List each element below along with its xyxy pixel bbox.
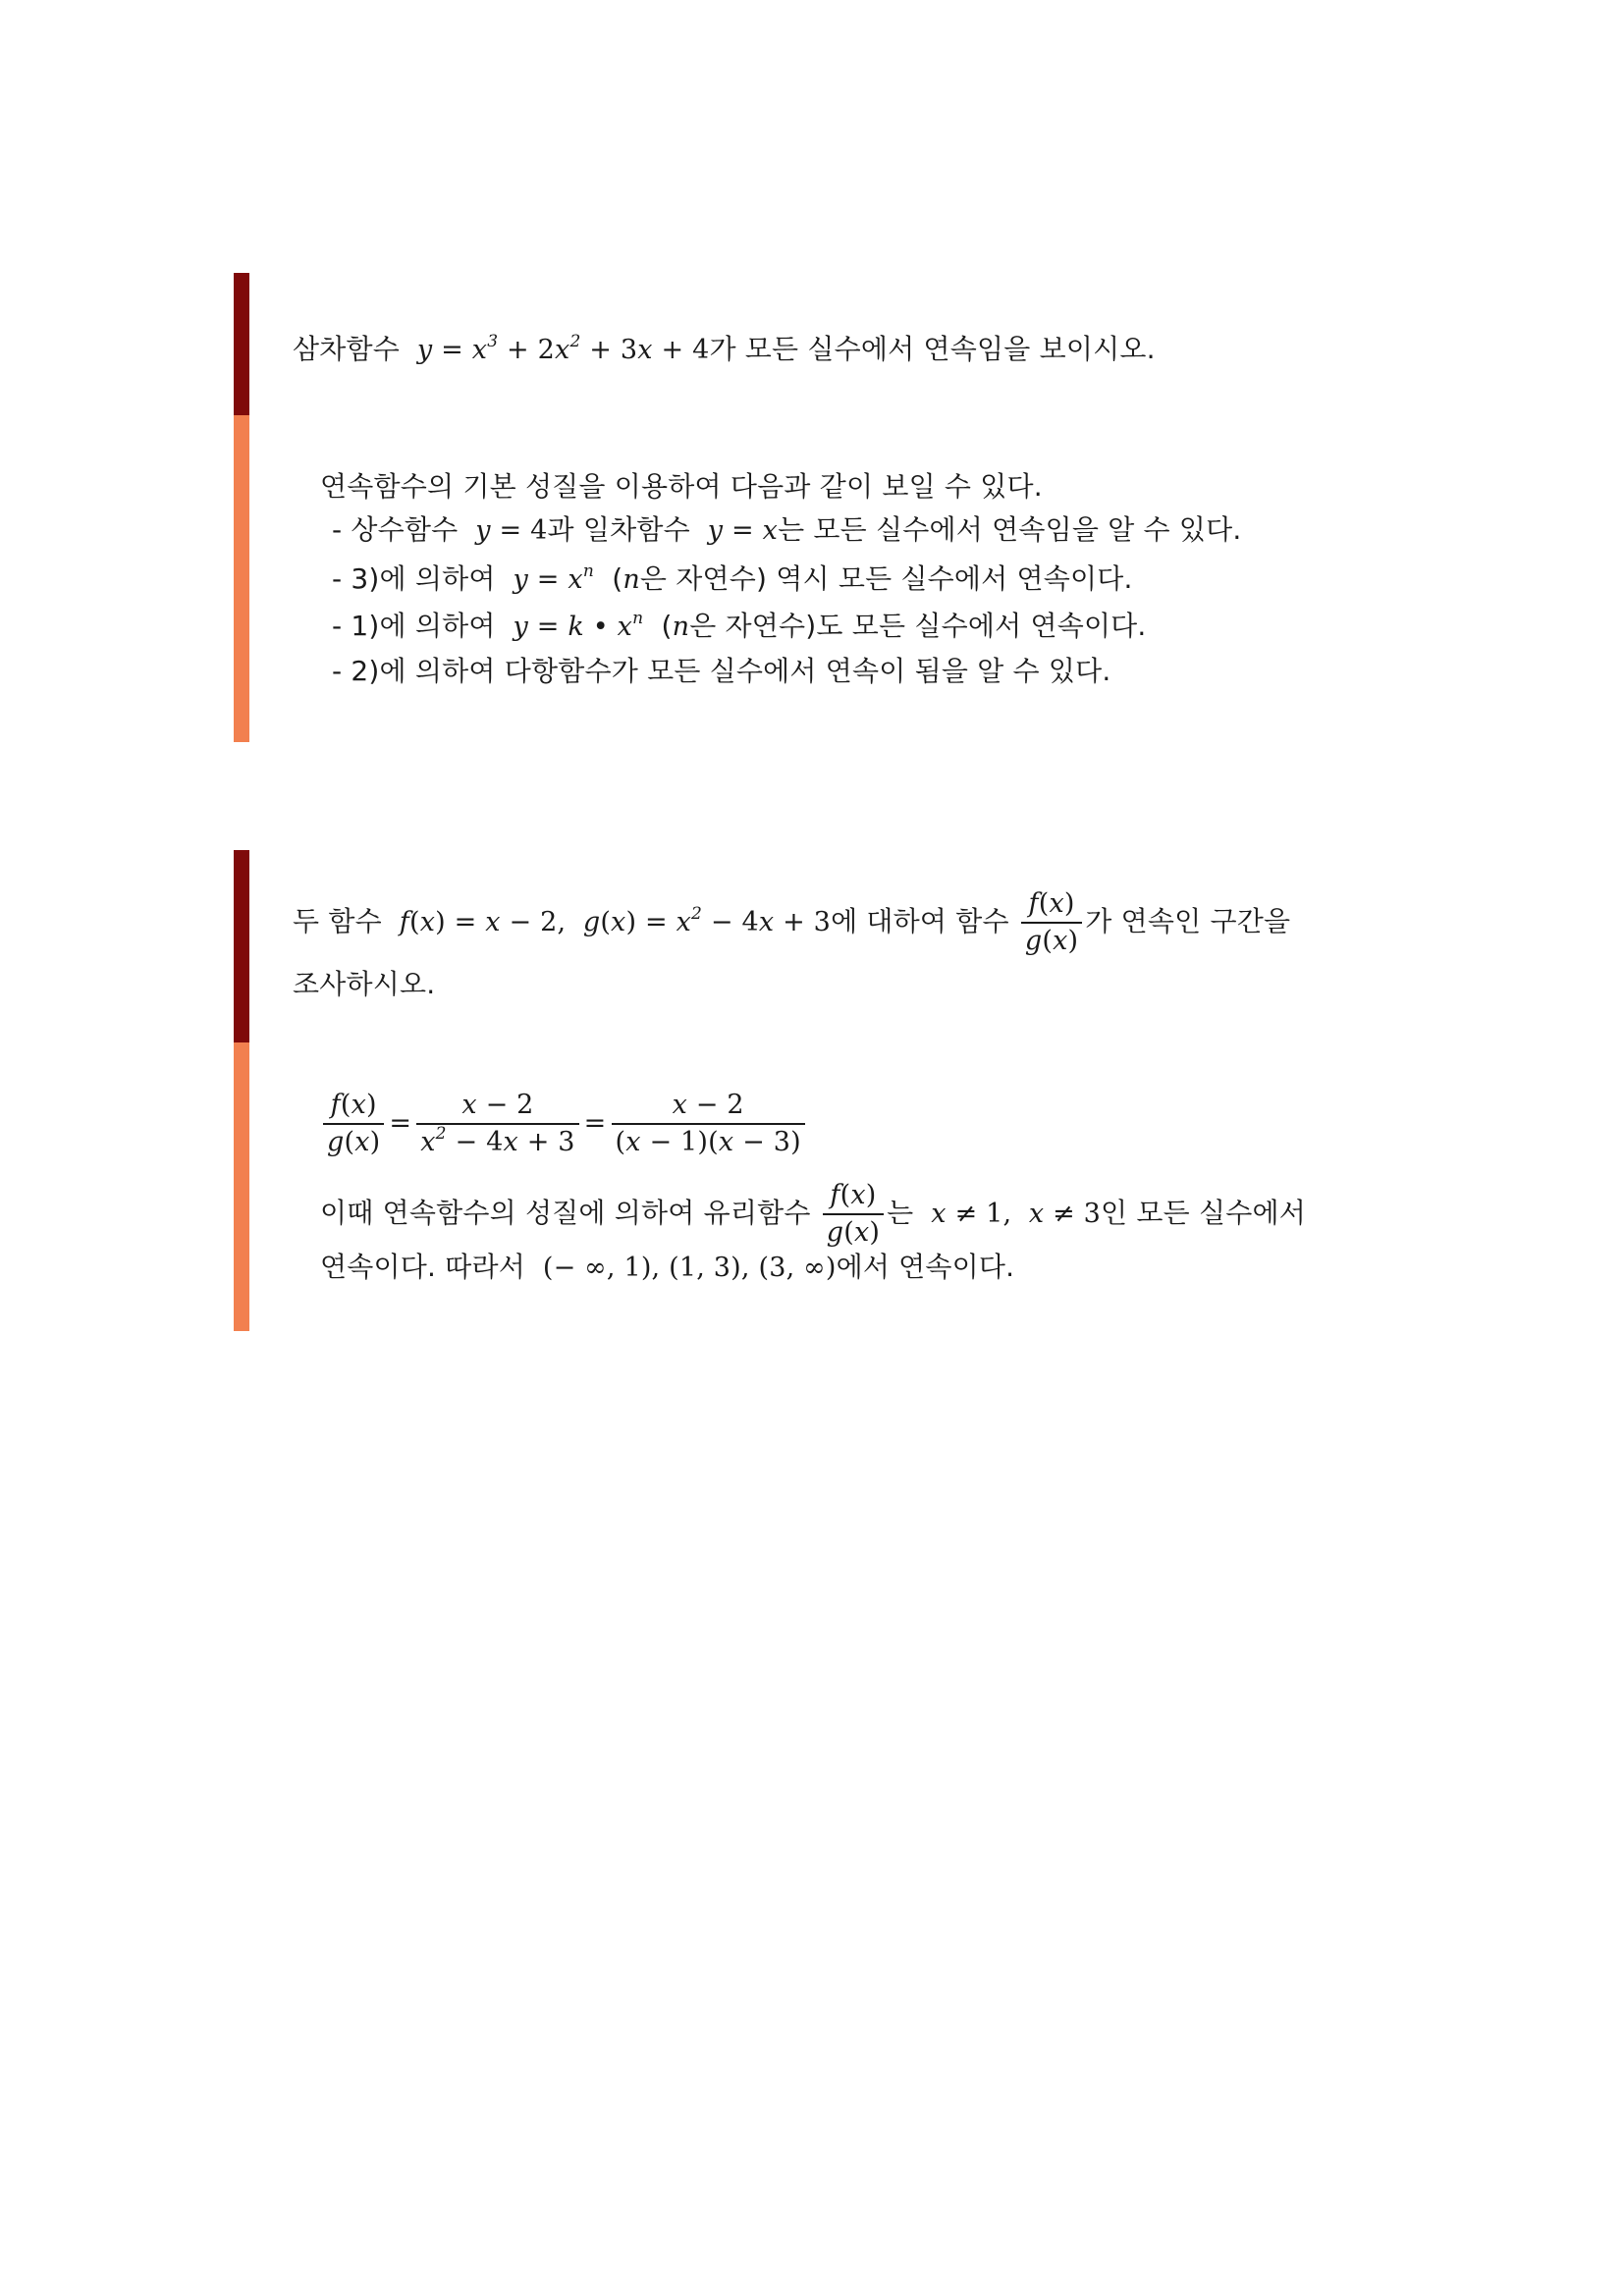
- solution-1-item-2: [332, 561, 1133, 598]
- solution-bar-2: [234, 1042, 249, 1331]
- question-1-post: 가 모든 실수에서 연속임을 보이시오.: [709, 333, 1156, 365]
- item-2-open: (: [612, 562, 623, 595]
- solution-2-line-2-pre: 이때 연속함수의 성질에 의하여 유리함수: [320, 1197, 811, 1229]
- continuity-intervals: (− ∞, 1), (1, 3), (3, ∞): [534, 1253, 837, 1283]
- item-3-open: (: [661, 610, 673, 642]
- item-2-mid: 은 자연수) 역시 모든 실수에서 연속이다.: [639, 562, 1133, 595]
- question-2-mid: 에 대하여 함수: [831, 905, 1009, 937]
- solution-2-line-2: [320, 1178, 1306, 1251]
- power-function-formula: $y = x^n$: [504, 561, 594, 595]
- equals-sign: =: [583, 1108, 607, 1139]
- f-over-g-fraction: $\frac{f(x)}{g(x)}$: [323, 1088, 384, 1160]
- constant-function-formula: y = 4: [466, 515, 548, 546]
- problem-1-question: [293, 332, 1156, 368]
- solution-2-line-2-mid: 는: [887, 1197, 914, 1229]
- n-variable: n: [623, 564, 640, 595]
- solution-1-intro: 연속함수의 기본 성질을 이용하여 다음과 같이 보일 수 있다.: [320, 470, 1043, 503]
- item-1-pre: - 상수함수: [332, 513, 459, 546]
- question-1-pre: 삼차함수: [293, 333, 400, 365]
- n-variable: n: [672, 612, 690, 642]
- linear-function-formula: y = x: [698, 515, 779, 546]
- question-bar-2: [234, 850, 249, 1042]
- item-1-mid: 과 일차함수: [547, 513, 690, 546]
- expanded-fraction: $\frac{x - 2}{x^2 - 4x + 3}$: [416, 1088, 578, 1160]
- solution-2-line-2-post: 인 모든 실수에서: [1101, 1197, 1306, 1229]
- factored-fraction: $\frac{x - 2}{(x - 1)(x - 3)}$: [612, 1088, 805, 1160]
- solution-2-line-3: [320, 1250, 1014, 1286]
- solution-bar-1: [234, 415, 249, 742]
- cubic-function-formula: $y = x^3 + 2x^2 + 3x + 4$: [408, 332, 710, 365]
- solution-2-line-3-post: 에서 연속이다.: [836, 1251, 1015, 1283]
- f-over-g-fraction: $\frac{f(x)}{g(x)}$: [1021, 886, 1082, 959]
- rational-function-fraction: $\frac{f(x)}{g(x)}$: [823, 1178, 884, 1251]
- question-2-post: 가 연속인 구간을: [1085, 905, 1291, 937]
- question-2-pre: 두 함수: [293, 905, 382, 937]
- scaled-power-formula: y = k • $x^n$: [504, 609, 644, 642]
- item-3-pre: - 1)에 의하여: [332, 610, 496, 642]
- item-1-post: 는 모든 실수에서 연속임을 알 수 있다.: [778, 513, 1242, 546]
- solution-1-item-1: [332, 512, 1242, 549]
- domain-condition: x ≠ 1, x ≠ 3: [922, 1199, 1102, 1229]
- item-3-mid: 은 자연수)도 모든 실수에서 연속이다.: [689, 610, 1147, 642]
- f-g-definitions: f(x) = x − 2, $g(x) = x^2 - 4x + 3$: [390, 904, 832, 937]
- solution-1-item-4: - 2)에 의하여 다항함수가 모든 실수에서 연속이 됨을 알 수 있다.: [332, 655, 1111, 687]
- solution-1-item-3: [332, 609, 1147, 645]
- item-2-pre: - 3)에 의하여: [332, 562, 496, 595]
- problem-2-question-line-1: [293, 886, 1290, 959]
- solution-2-line-3-pre: 연속이다. 따라서: [320, 1251, 525, 1283]
- problem-2-question-line-2: 조사하시오.: [293, 968, 436, 1000]
- question-bar-1: [234, 273, 249, 415]
- solution-2-equation: [320, 1088, 808, 1160]
- equals-sign: =: [389, 1108, 412, 1139]
